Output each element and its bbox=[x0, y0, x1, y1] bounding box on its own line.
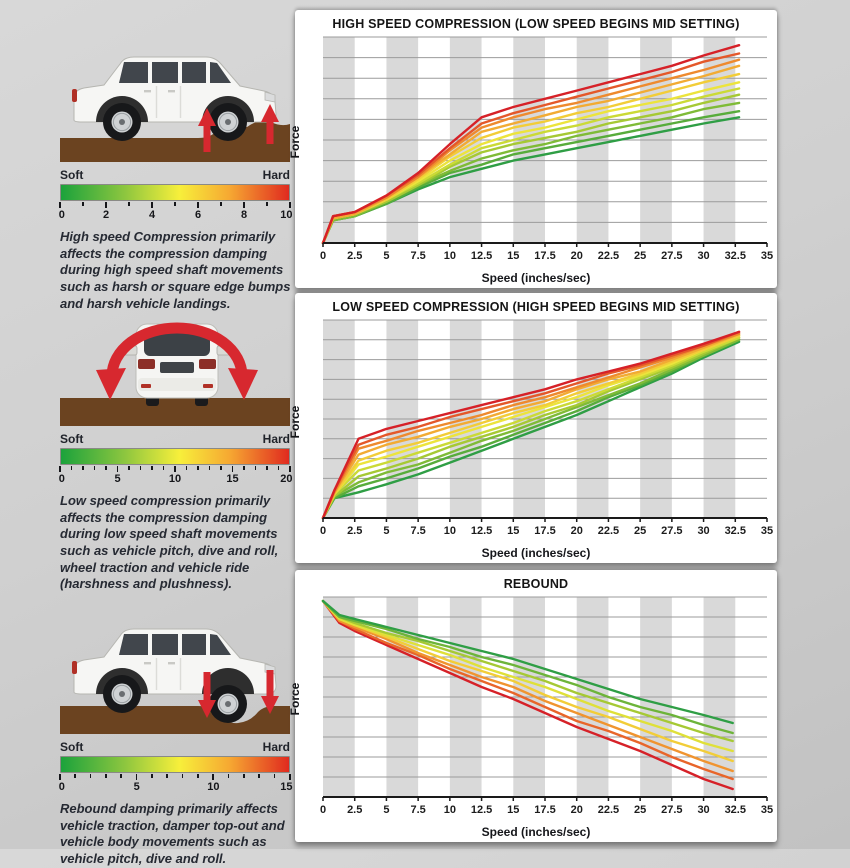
svg-text:7.5: 7.5 bbox=[410, 250, 426, 262]
svg-text:20: 20 bbox=[570, 804, 583, 816]
ground-with-dip bbox=[60, 706, 290, 734]
svg-text:22.5: 22.5 bbox=[597, 250, 620, 262]
x-axis-label: Speed (inches/sec) bbox=[481, 271, 591, 285]
svg-text:22.5: 22.5 bbox=[597, 525, 620, 537]
low-speed-compression-chart bbox=[319, 320, 774, 538]
svg-text:17.5: 17.5 bbox=[534, 250, 556, 262]
suv-rear-roll-graphic bbox=[60, 298, 290, 426]
svg-text:22.5: 22.5 bbox=[597, 804, 620, 816]
high-speed-compression-chart bbox=[319, 37, 774, 263]
section-2-left-column bbox=[60, 298, 292, 593]
svg-text:25: 25 bbox=[634, 525, 647, 537]
soft-hard-gradient-bar bbox=[60, 448, 290, 465]
ground bbox=[60, 398, 290, 426]
section-1-left-column bbox=[60, 20, 292, 312]
hard-label: Hard bbox=[262, 168, 290, 182]
low-speed-description: Low speed compression primarily affects the compression damping during low speed shaft movements such as vehicle pitch, dive and roll, wheel traction and vehicle ride (harshness and plushness). bbox=[60, 493, 279, 592]
y-axis-label: Force bbox=[288, 683, 302, 716]
suv-side-dip-graphic bbox=[60, 606, 290, 734]
section-3-left-column bbox=[60, 606, 292, 868]
scale-tick-row: 0 2 4 6 8 10 bbox=[60, 201, 290, 223]
svg-text:12.5: 12.5 bbox=[470, 250, 493, 262]
chart-panel-rebound bbox=[288, 570, 777, 842]
svg-text:32.5: 32.5 bbox=[724, 804, 746, 816]
svg-text:27.5: 27.5 bbox=[661, 804, 683, 816]
scale-tick-row: 0 5 10 15 bbox=[60, 773, 290, 795]
svg-text:35: 35 bbox=[760, 804, 774, 816]
svg-text:32.5: 32.5 bbox=[724, 525, 746, 537]
high-speed-damping-scale bbox=[58, 168, 293, 223]
plot-area bbox=[319, 37, 774, 263]
rebound-damping-scale bbox=[58, 740, 293, 795]
svg-text:17.5: 17.5 bbox=[534, 525, 556, 537]
high-speed-description: High speed Compression primarily affects the compression damping during high speed shaft movements such as harsh or square edge bumps and harsh vehicle landings. bbox=[60, 229, 291, 311]
chart-panel-high-speed-compression bbox=[288, 10, 777, 288]
chart-title: LOW SPEED COMPRESSION (HIGH SPEED BEGINS MID SETTING) bbox=[332, 300, 740, 314]
hard-label: Hard bbox=[262, 740, 290, 754]
svg-text:2.5: 2.5 bbox=[347, 525, 363, 537]
svg-text:15: 15 bbox=[507, 525, 520, 537]
svg-text:10: 10 bbox=[443, 250, 456, 262]
svg-text:35: 35 bbox=[760, 250, 774, 262]
svg-text:20: 20 bbox=[570, 525, 583, 537]
svg-text:17.5: 17.5 bbox=[534, 804, 556, 816]
svg-text:12.5: 12.5 bbox=[470, 525, 493, 537]
svg-text:2.5: 2.5 bbox=[347, 250, 363, 262]
svg-text:30: 30 bbox=[697, 525, 710, 537]
svg-text:27.5: 27.5 bbox=[661, 525, 683, 537]
plot-area bbox=[319, 320, 774, 538]
suv-rear-roll-illustration bbox=[60, 298, 290, 426]
svg-text:32.5: 32.5 bbox=[724, 250, 746, 262]
svg-text:7.5: 7.5 bbox=[410, 525, 426, 537]
svg-text:12.5: 12.5 bbox=[470, 804, 493, 816]
suv-side-bump-graphic bbox=[60, 20, 290, 162]
svg-text:35: 35 bbox=[760, 525, 774, 537]
rebound-description: Rebound damping primarily affects vehicle traction, damper top-out and vehicle body movements such as vehicle pitch, dive and roll. bbox=[60, 801, 285, 866]
svg-text:30: 30 bbox=[697, 804, 710, 816]
svg-text:15: 15 bbox=[507, 804, 520, 816]
low-speed-damping-scale bbox=[58, 432, 293, 487]
svg-text:7.5: 7.5 bbox=[410, 804, 426, 816]
svg-text:0: 0 bbox=[319, 250, 327, 262]
svg-text:0: 0 bbox=[319, 525, 327, 537]
suv-side-dip-illustration bbox=[60, 606, 290, 734]
svg-text:25: 25 bbox=[634, 804, 647, 816]
svg-text:5: 5 bbox=[383, 250, 390, 262]
chart-title: REBOUND bbox=[503, 577, 569, 591]
svg-text:0: 0 bbox=[319, 804, 327, 816]
soft-label: Soft bbox=[60, 432, 84, 446]
chart-panel-low-speed-compression bbox=[288, 293, 777, 563]
chart-title: HIGH SPEED COMPRESSION (LOW SPEED BEGINS MID SETTING) bbox=[332, 17, 740, 31]
ground-with-bump bbox=[60, 121, 290, 162]
svg-text:25: 25 bbox=[634, 250, 647, 262]
y-axis-label: Force bbox=[288, 125, 302, 159]
soft-hard-gradient-bar bbox=[60, 756, 290, 773]
svg-text:27.5: 27.5 bbox=[661, 250, 683, 262]
svg-text:20: 20 bbox=[570, 250, 583, 262]
y-axis-label: Force bbox=[288, 405, 302, 438]
soft-label: Soft bbox=[60, 740, 84, 754]
svg-text:30: 30 bbox=[697, 250, 710, 262]
rebound-chart bbox=[319, 597, 774, 817]
x-axis-label: Speed (inches/sec) bbox=[481, 546, 591, 560]
suv-side-view bbox=[72, 57, 276, 141]
suv-side-bump-illustration bbox=[60, 20, 290, 162]
soft-hard-gradient-bar bbox=[60, 184, 290, 201]
svg-text:10: 10 bbox=[443, 804, 456, 816]
svg-text:5: 5 bbox=[383, 804, 390, 816]
svg-text:5: 5 bbox=[383, 525, 390, 537]
scale-tick-row: 0 5 10 15 20 bbox=[60, 465, 290, 487]
plot-area bbox=[319, 597, 774, 817]
svg-text:15: 15 bbox=[507, 250, 520, 262]
svg-text:10: 10 bbox=[443, 525, 456, 537]
soft-label: Soft bbox=[60, 168, 84, 182]
svg-text:2.5: 2.5 bbox=[347, 804, 363, 816]
hard-label: Hard bbox=[262, 432, 290, 446]
x-axis-label: Speed (inches/sec) bbox=[481, 825, 591, 839]
